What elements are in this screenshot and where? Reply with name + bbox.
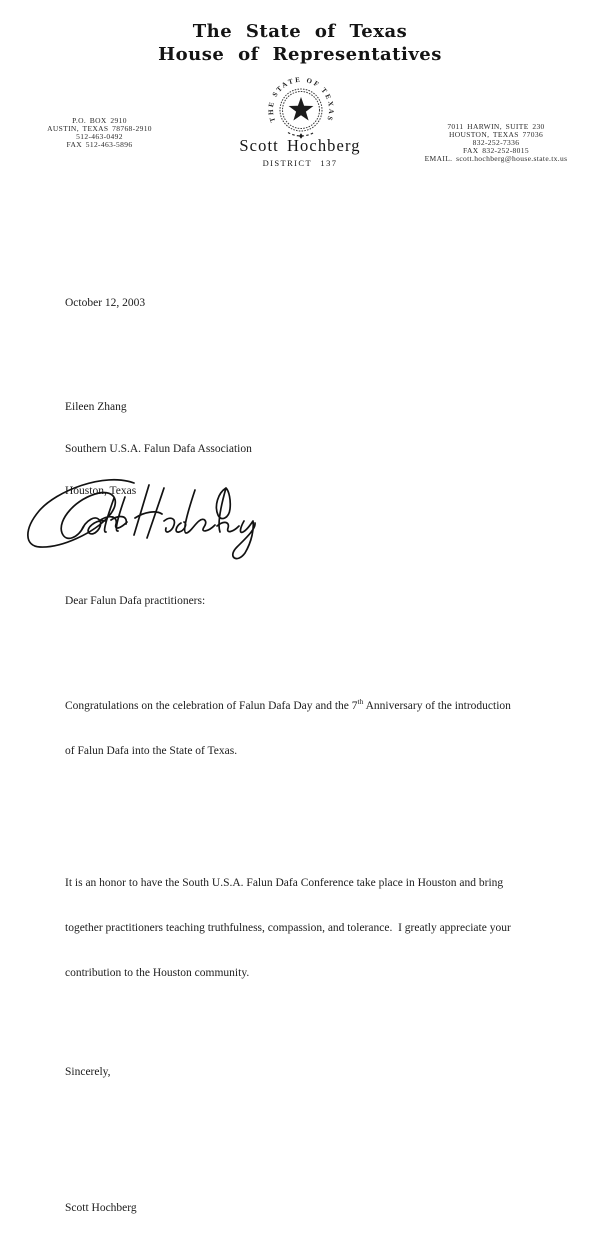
- member-name: Scott Hochberg: [239, 136, 361, 155]
- signature-stroke: [28, 480, 255, 559]
- address-line: 832-252-7336: [472, 138, 520, 147]
- seal-arc-text: THE STATE OF TEXAS: [266, 75, 336, 124]
- ordinal-superscript: th: [357, 697, 364, 707]
- address-line: HOUSTON, TEXAS 77036: [448, 130, 544, 139]
- letterhead-state-title: The State of Texas: [192, 21, 408, 42]
- address-line: FAX 512-463-5896: [66, 140, 133, 149]
- paragraph-2: [65, 846, 547, 1011]
- district-office-address-block: [398, 123, 594, 163]
- address-line: 7011 HARWIN, SUITE 230: [447, 122, 545, 131]
- paragraph-1: [65, 669, 547, 789]
- paragraph-2-line-3: contribution to the Houston community.: [65, 967, 250, 979]
- paragraph-1-text: Anniversary of the introduction: [363, 700, 511, 712]
- paragraph-1-line-1: [65, 699, 547, 714]
- member-name-block: [210, 136, 390, 168]
- letter-date: October 12, 2003: [65, 297, 146, 309]
- address-line: 512-463-0492: [76, 132, 123, 141]
- recipient-city: Houston, Texas: [65, 485, 137, 497]
- closing-word: Sincerely,: [65, 1066, 111, 1078]
- address-line: FAX 832-252-8015: [463, 146, 529, 155]
- paragraph-1-text: Congratulations on the celebration of Falun Dafa Day and the 7: [65, 700, 358, 712]
- capitol-address-block: [22, 117, 177, 149]
- seal-star-icon: [289, 97, 314, 121]
- address-line: AUSTIN, TEXAS 78768-2910: [47, 124, 152, 133]
- handwritten-signature: [18, 476, 258, 568]
- recipient-organization: Southern U.S.A. Falun Dafa Association: [65, 443, 252, 455]
- paragraph-2-line-2: together practitioners teaching truthfulness, compassion, and tolerance. I greatly appreciate your: [65, 922, 511, 934]
- paragraph-2-line-1: It is an honor to have the South U.S.A. Falun Dafa Conference take place in Houston and bring: [65, 877, 504, 889]
- letter-body: [65, 266, 547, 1246]
- typed-signature-name: Scott Hochberg: [65, 1202, 137, 1214]
- member-district: DISTRICT 137: [262, 158, 338, 168]
- salutation: Dear Falun Dafa practitioners:: [65, 595, 206, 607]
- recipient-name: Eileen Zhang: [65, 401, 127, 413]
- address-email-line: EMAIL. scott.hochberg@house.state.tx.us: [424, 154, 568, 163]
- paragraph-1-line-2: of Falun Dafa into the State of Texas.: [65, 745, 238, 757]
- address-line: P.O. BOX 2910: [72, 116, 127, 125]
- letterhead-chamber-title: House of Representatives: [158, 44, 442, 65]
